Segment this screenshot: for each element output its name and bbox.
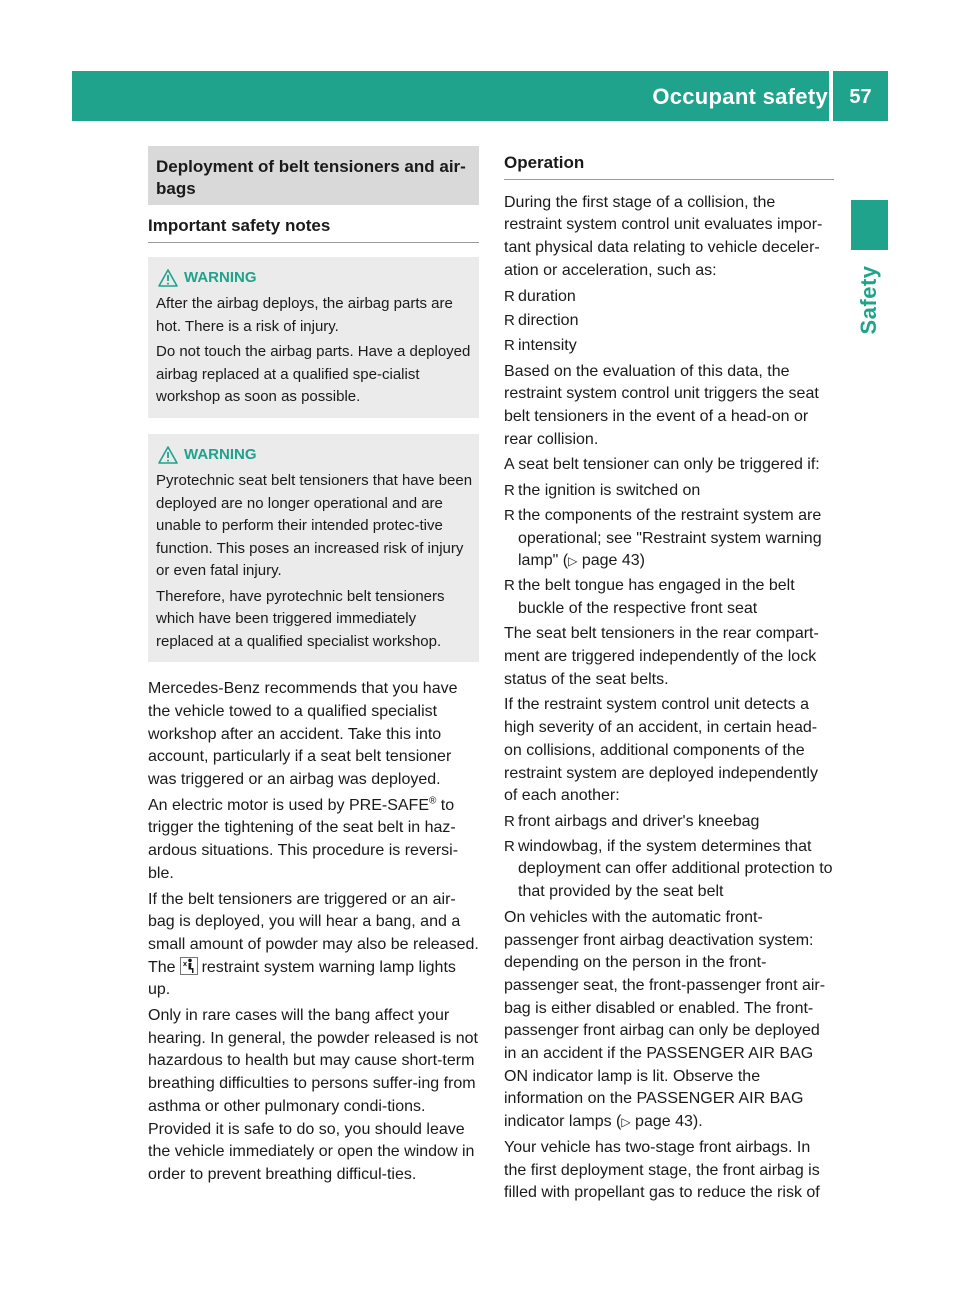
warning-header [156, 267, 475, 290]
body-paragraph: During the first stage of a collision, the restraint system control unit evaluates impor-tant physical data relating to vehicle deceler-ation or acceleration, such as: [504, 193, 823, 279]
side-tab-label: Safety [856, 265, 881, 335]
subheading-safety-notes: Important safety notes [148, 205, 479, 243]
section-title: Deployment of belt tensioners and air-bags [148, 146, 479, 205]
warning-header [156, 444, 475, 467]
body-paragraph: On vehicles with the automatic front-passenger front airbag deactivation system: depending on the person in the front-passenger seat, the front-passenger front air-bag is either disabled or enabled. The front-passenger front airbag can only be deployed in an accident if the PASSENGER AIR BAG ON indicator lamp is lit. Observe the information on the PASSENGER AIR BAG indicator lamps (▷ page 43). [504, 908, 826, 1131]
warning-triangle-icon [158, 446, 178, 464]
warning-text: Pyrotechnic seat belt tensioners that have been deployed are no longer operational and are unable to perform their intended protec-tive function. This poses an increased risk of injury or even fatal injury. [156, 472, 473, 580]
page-number: 57 [849, 86, 872, 108]
body-paragraph: Your vehicle has two-stage front airbags. In the first deployment stage, the front airbag is filled with propellant gas to reduce the risk of [504, 1138, 820, 1202]
warning-text: Do not touch the airbag parts. Have a deployed airbag replaced at a qualified spe-cialist workshop as soon as possible. [156, 343, 471, 406]
body-paragraph: If the belt tensioners are triggered or an air-bag is deployed, you will hear a bang, and a small amount of powder may also be released. The restraint system warning lamp lights up. [148, 890, 479, 999]
body-paragraph: The seat belt tensioners in the rear compart-ment are triggered independently of the lock status of the seat belts. [504, 625, 819, 688]
list-item: R duration [504, 286, 834, 309]
list-item: R intensity [504, 335, 834, 358]
list-item: R the components of the restraint system are operational; see "Restraint system warning lamp" (▷ page 43) [504, 505, 834, 573]
body-paragraph: If the restraint system control unit detects a high severity of an accident, in certain head-on collisions, additional components of the restraint system are deployed independently of each another: [504, 696, 818, 805]
subheading-operation: Operation [504, 146, 834, 180]
page-ref-arrow-icon: ▷ [568, 554, 578, 569]
list-item: R the belt tongue has engaged in the belt buckle of the respective front seat [504, 575, 834, 620]
page-ref-arrow-icon: ▷ [621, 1115, 631, 1130]
warning-text: After the airbag deploys, the airbag parts are hot. There is a risk of injury. [156, 295, 453, 335]
registered-mark: ® [428, 795, 437, 807]
list-item: R direction [504, 310, 834, 333]
body-paragraph: A seat belt tensioner can only be triggered if: [504, 456, 820, 474]
bullet-list [504, 811, 834, 904]
list-item: R the ignition is switched on [504, 480, 834, 503]
warning-label: WARNING [184, 445, 257, 463]
bullet-list [504, 480, 834, 620]
body-paragraph: Based on the evaluation of this data, the restraint system control unit triggers the seat belt tensioners in the event of a head-on or rear collision. [504, 362, 819, 448]
warning-label: WARNING [184, 268, 257, 286]
body-paragraph: Only in rare cases will the bang affect your hearing. In general, the powder released is not hazardous to health but may cause short-term breathing difficulties to persons suffer-ing from asthma or other pulmonary condi-tions. Provided it is safe to do so, you should leave the vehicle immediately or open the window in order to prevent breathing difficul-ties. [148, 1007, 478, 1183]
warning-box-2 [148, 434, 479, 663]
page-reference-link[interactable]: page 43) [577, 552, 645, 570]
body-paragraph: Mercedes-Benz recommends that you have the vehicle towed to a qualified specialist workshop after an accident. Take this into account, particularly if a seat belt tensioner was triggered or an airbag was deployed. [148, 680, 458, 789]
body-paragraph: An electric motor is used by PRE-SAFE® to trigger the tightening of the seat belt in haz-ardous situations. This procedure is reversi-ble. [148, 795, 459, 882]
warning-text: Therefore, have pyrotechnic belt tensioners which have been triggered immediately replaced at a qualified specialist workshop. [156, 587, 445, 650]
bullet-list [504, 286, 834, 358]
page-reference-link[interactable]: page 43). [630, 1113, 703, 1131]
side-tab-marker [851, 200, 888, 250]
left-column [148, 146, 479, 1190]
warning-box-1 [148, 257, 479, 418]
warning-triangle-icon [158, 269, 178, 287]
restraint-system-warning-lamp-icon [180, 957, 198, 975]
page-title: Occupant safety [652, 84, 828, 109]
list-item: R windowbag, if the system determines that deployment can offer additional protection to that provided by the seat belt [504, 836, 834, 904]
right-column [504, 146, 834, 1208]
list-item: R front airbags and driver's kneebag [504, 811, 834, 834]
